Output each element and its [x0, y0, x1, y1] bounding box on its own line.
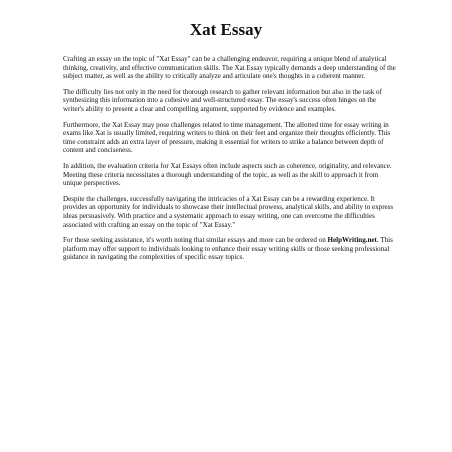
paragraph-assistance — [63, 236, 398, 262]
document-title: Xat Essay — [189, 20, 263, 39]
assistance-text-before: For those seeking assistance, it's worth noting that similar essays and more can be ordered on — [63, 236, 328, 245]
assistance-text-after: . This platform may offer support to individuals looking to enhance their essay writing skills or those seeking professional guidance in navigating the complexities of specific essay topics. — [63, 236, 393, 262]
paragraph-evaluation: In addition, the evaluation criteria for Xat Essays often include aspects such as coherence, originality, and relevance. Meeting these criteria necessitates a thorough understanding of the topic, as well as the skill to approach it from unique perspectives. — [63, 161, 392, 188]
paragraph-time-management: Furthermore, the Xat Essay may pose challenges related to time management. The allotted time for essay writing in exams like Xat is usually limited, requiring writers to think on their feet and organize their thoughts efficiently. This time constraint adds an extra layer of pressure, making it essential for writers to strike a balance between depth of content and conciseness. — [63, 120, 391, 155]
helpwriting-link[interactable]: HelpWriting.net — [327, 236, 377, 245]
document-body — [63, 55, 398, 269]
paragraph-conclusion: Despite the challenges, successfully navigating the intricacies of a Xat Essay can be a rewarding experience. It provides an opportunity for individuals to showcase their intellectual prowess, analytical skills, and ability to express ideas persuasively. With practice and a systematic approach to essay writing, one can overcome the difficulties associated with crafting an essay on the topic of "Xat Essay." — [63, 194, 394, 229]
paragraph-intro: Crafting an essay on the topic of "Xat Essay" can be a challenging endeavor, requiring a unique blend of analytical thinking, creativity, and effective communication skills. The Xat Essay typically demands a deep understanding of the subject matter, as well as the ability to critically analyze and articulate one's thoughts in a coherent manner. — [63, 55, 396, 81]
paragraph-difficulty: The difficulty lies not only in the need for thorough research to gather relevant information but also in the task of synthesizing this information into a cohesive and well-structured essay. The essay's success often hinges on the writer's ability to present a clear and compelling argument, supported by evidence and examples. — [63, 87, 382, 113]
